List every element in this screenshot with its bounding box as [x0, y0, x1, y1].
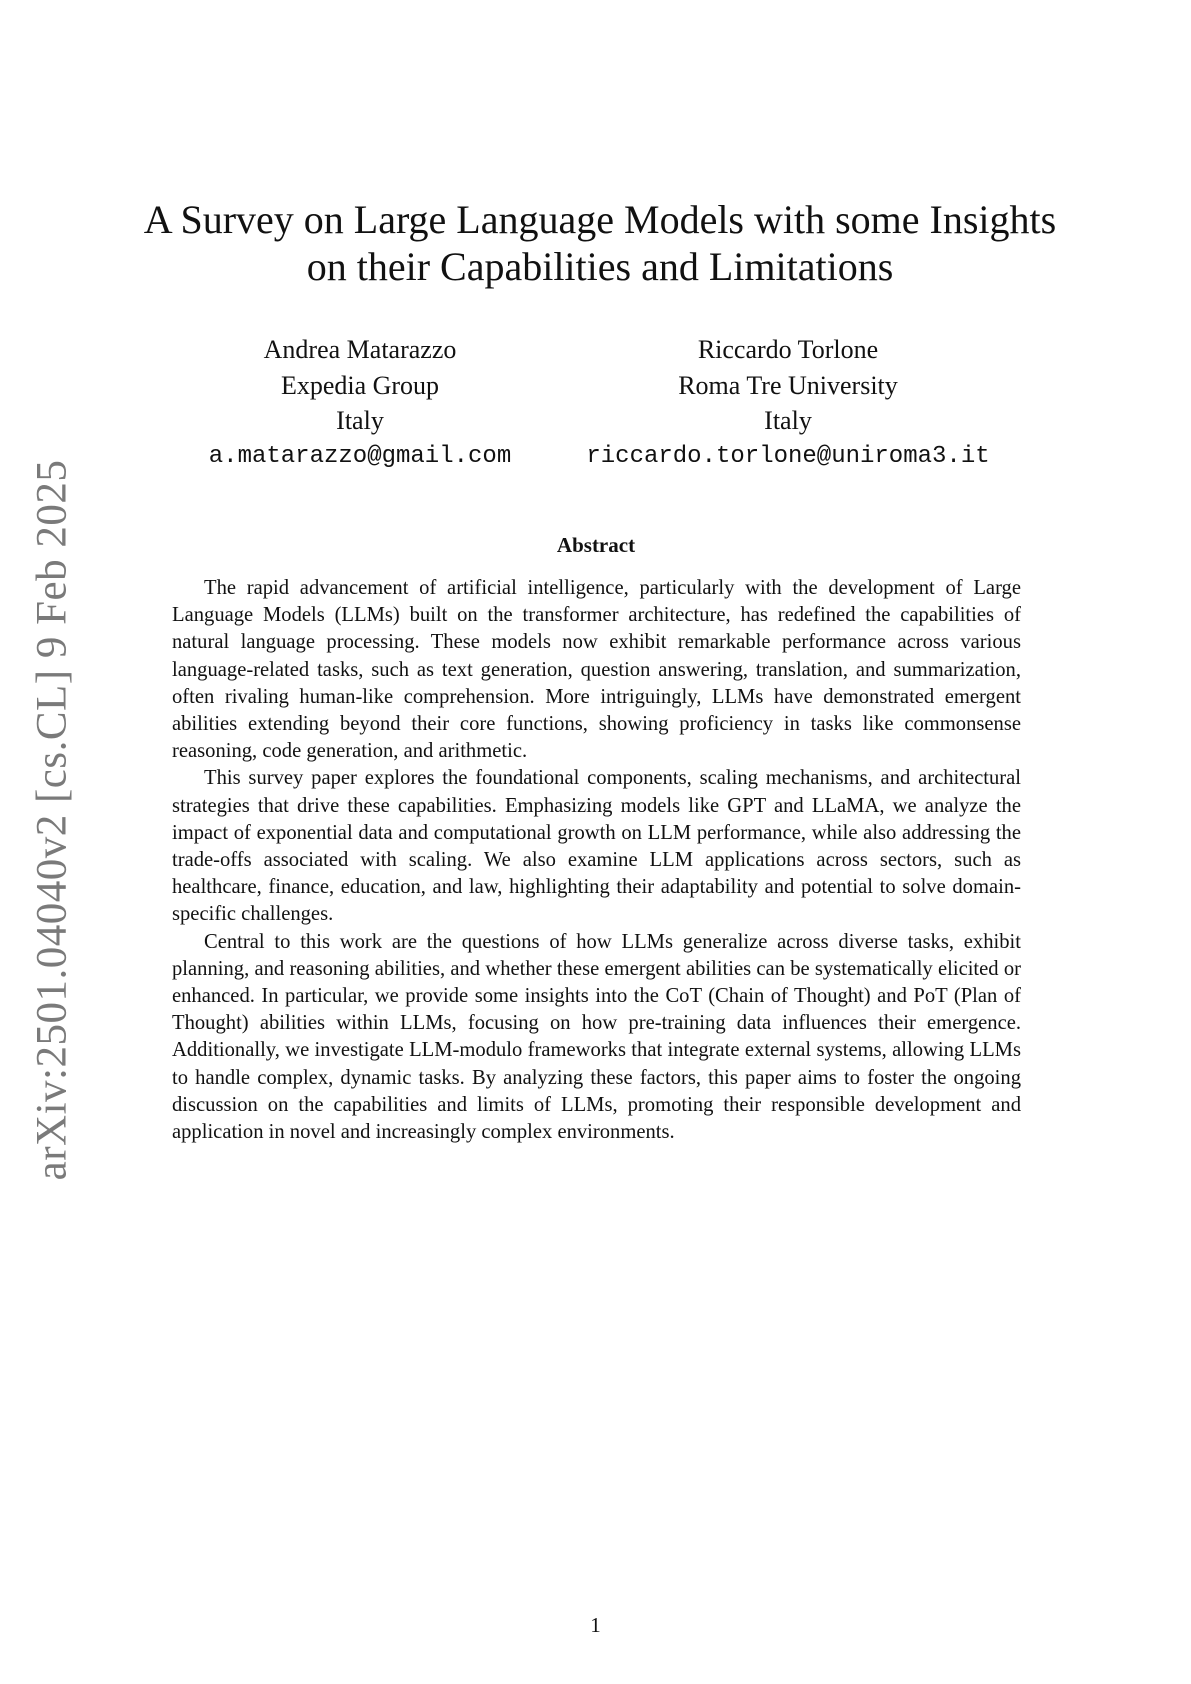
paper-title-line-1: A Survey on Large Language Models with some Insights: [143, 197, 1057, 242]
arxiv-identifier: arXiv:2501.04040v2 [cs.CL] 9 Feb 2025: [28, 459, 76, 1181]
author-email[interactable]: riccardo.torlone@uniroma3.it: [586, 442, 990, 470]
author-block-1: [190, 332, 530, 474]
author-email[interactable]: a.matarazzo@gmail.com: [208, 442, 512, 470]
paper-title: [100, 196, 1100, 290]
author-country: Italy: [336, 406, 384, 435]
abstract-paragraph: The rapid advancement of artificial intelligence, particularly with the development of Large Language Models (LLMs) built on the transformer architecture, has redefined the capabilities of natural language processing. These models now exhibit remarkable performance across various language-related tasks, such as text generation, question answering, translation, and summarization, often rivaling human-like comprehension. More intriguingly, LLMs have demonstrated emergent abilities extending beyond their core functions, showing proficiency in tasks like commonsense reasoning, code generation, and arithmetic.: [172, 577, 1021, 763]
author-affiliation: Roma Tre University: [678, 370, 898, 400]
author-country: Italy: [764, 406, 812, 435]
abstract-body: [172, 575, 1021, 1146]
abstract-paragraph: This survey paper explores the foundational components, scaling mechanisms, and architectural strategies that drive these capabilities. Emphasizing models like GPT and LLaMA, we analyze the impact of exponential data and computational growth on LLM performance, while also addressing the trade-offs associated with scaling. We also examine LLM applications across sectors, such as healthcare, finance, education, and law, highlighting their adaptability and potential to solve domain-specific challenges.: [172, 767, 1021, 926]
author-name: Riccardo Torlone: [697, 335, 879, 364]
abstract-paragraph: Central to this work are the questions of how LLMs generalize across diverse tasks, exhibit planning, and reasoning abilities, and whether these emergent abilities can be systematically elicited or enhanced. In particular, we provide some insights into the CoT (Chain of Thought) and PoT (Plan of Thought) abilities within LLMs, focusing on how pre-training data influences their emergence. Additionally, we investigate LLM-modulo frameworks that integrate external systems, allowing LLMs to handle complex, dynamic tasks. By analyzing these factors, this paper aims to foster the ongoing discussion on the capabilities and limits of LLMs, promoting their responsible development and application in novel and increasingly complex environments.: [172, 930, 1021, 1144]
page-number: 1: [590, 1613, 601, 1637]
author-name: Andrea Matarazzo: [263, 335, 457, 364]
abstract-heading: Abstract: [556, 533, 636, 557]
author-affiliation: Expedia Group: [280, 370, 440, 400]
paper-title-line-2: on their Capabilities and Limitations: [306, 244, 894, 289]
author-block-2: [578, 332, 998, 474]
